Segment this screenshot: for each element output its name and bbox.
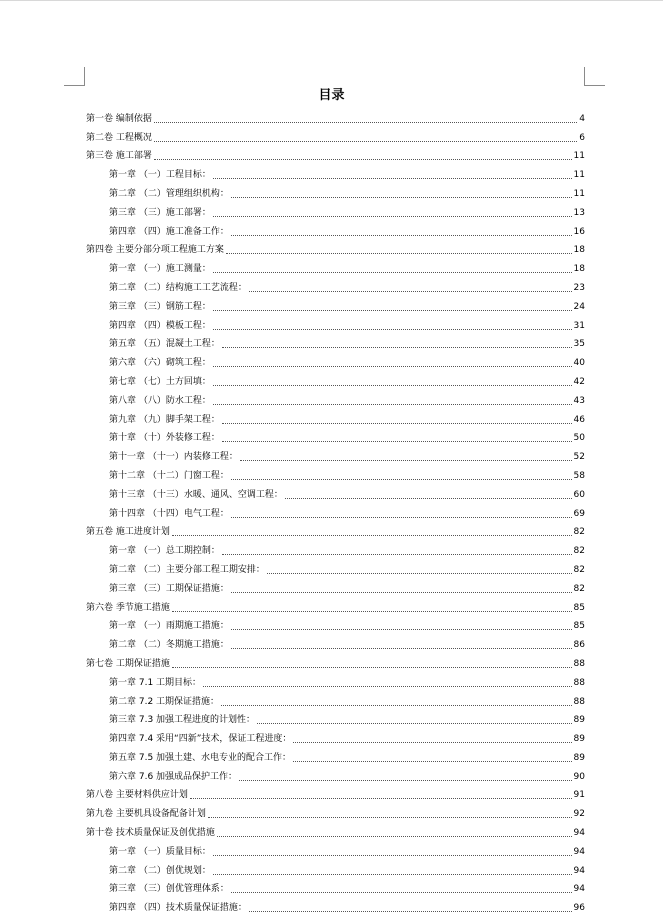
toc-dot-leader [231,196,572,198]
toc-entry[interactable] [86,745,585,764]
toc-entry[interactable] [86,219,585,238]
toc-dot-leader [293,760,572,762]
toc-entry-page-number: 92 [573,809,585,820]
toc-dot-leader [231,647,572,649]
toc-entry-page-number: 89 [573,752,585,763]
toc-entry-page-number: 94 [573,828,585,839]
toc-dot-leader [213,309,572,311]
toc-dot-leader [293,741,571,743]
toc-entry[interactable] [86,463,585,482]
toc-entry-page-number: 46 [573,414,585,425]
toc-entry[interactable] [86,313,585,332]
toc-entry-label: 第三章 （三）施工部署： [109,207,211,218]
toc-entry-page-number: 23 [573,282,585,293]
toc-entry[interactable] [86,895,585,914]
toc-entry-page-number: 85 [573,602,585,613]
toc-entry-page-number: 43 [573,395,585,406]
toc-entry[interactable] [86,877,585,896]
crop-mark-top-left [64,67,85,86]
toc-dot-leader [213,271,572,273]
toc-entry[interactable] [86,820,585,839]
toc-entry-page-number: 85 [573,621,585,632]
toc-entry-page-number: 91 [573,790,585,801]
toc-entry-label: 第十三章 （十三）水暖、通风、空调工程： [109,489,283,500]
toc-dot-leader [213,215,572,217]
toc-entry-label: 第十四章 （十四）电气工程： [109,508,229,519]
toc-dot-leader [267,572,572,574]
toc-entry-page-number: 94 [573,846,585,857]
toc-entry-page-number: 40 [573,358,585,369]
toc-dot-leader [231,478,572,480]
toc-entry[interactable] [86,538,585,557]
toc-entry-label: 第四章 7.4 采用“四新”技术，保证工程进度： [109,734,292,745]
toc-entry-label: 第十一章 （十一）内装修工程： [109,452,238,463]
toc-dot-leader [221,704,572,706]
toc-entry-page-number: 82 [573,546,585,557]
toc-entry-label: 第七章 （七）土方回填： [109,376,211,387]
toc-entry-page-number: 16 [573,226,585,237]
toc-entry-label: 第五章 7.5 加强土建、水电专业的配合工作： [109,752,292,763]
toc-entry[interactable] [86,651,585,670]
toc-dot-leader [154,121,577,123]
toc-entry[interactable] [86,275,585,294]
toc-entry-page-number: 50 [573,433,585,444]
toc-dot-leader [217,835,572,837]
toc-entry-page-number: 11 [573,170,585,181]
toc-dot-leader [213,384,572,386]
toc-entry-label: 第一章 （一）雨期施工措施： [109,621,229,632]
toc-dot-leader [154,158,572,160]
toc-entry-label: 第一章 （一）质量目标： [109,846,211,857]
toc-entry-page-number: 82 [573,564,585,575]
toc-entry-label: 第十二章 （十二）门窗工程： [109,470,229,481]
toc-dot-leader [203,685,572,687]
toc-entry-page-number: 88 [573,696,585,707]
toc-entry-label: 第一章 7.1 工期目标： [109,677,202,688]
toc-dot-leader [213,854,572,856]
toc-entry-page-number: 94 [573,884,585,895]
toc-entry-page-number: 60 [573,489,585,500]
toc-entry-label: 第一章 （一）总工期控制： [109,546,220,557]
toc-entry-page-number: 69 [573,508,585,519]
toc-entry-label: 第三章 （三）工期保证措施： [109,583,229,594]
toc-dot-leader [226,252,572,254]
toc-entry[interactable] [86,801,585,820]
toc-dot-leader [213,328,572,330]
toc-dot-leader [249,910,572,912]
toc-entry-page-number: 18 [573,245,585,256]
toc-entry-label: 第四卷 主要分部分项工程施工方案 [86,245,224,256]
toc-entry[interactable] [86,632,585,651]
toc-entry[interactable] [86,708,585,727]
toc-entry[interactable] [86,388,585,407]
toc-entry-label: 第十章 （十）外装修工程： [109,433,220,444]
toc-entry[interactable] [86,520,585,539]
toc-entry[interactable] [86,200,585,219]
toc-entry[interactable] [86,726,585,745]
toc-entry-page-number: 88 [573,677,585,688]
toc-entry-label: 第一章 （一）施工测量： [109,264,211,275]
toc-dot-leader [213,403,572,405]
toc-entry[interactable] [86,426,585,445]
toc-entry-page-number: 82 [573,527,585,538]
toc-entry-page-number: 42 [573,376,585,387]
toc-entry-page-number: 6 [579,132,585,143]
toc-entry-page-number: 86 [573,640,585,651]
toc-dot-leader [231,891,572,893]
toc-entry[interactable] [86,858,585,877]
toc-entry[interactable] [86,444,585,463]
toc-entry-label: 第二章 （二）创优规划： [109,865,211,876]
toc-entry[interactable] [86,576,585,595]
toc-entry[interactable] [86,501,585,520]
toc-entry[interactable] [86,332,585,351]
toc-entry-label: 第二卷 工程概况 [86,132,152,143]
crop-mark-top-right [584,67,605,86]
toc-entry-label: 第五卷 施工进度计划 [86,527,170,538]
toc-entry[interactable] [86,144,585,163]
toc-entry-label: 第六卷 季节施工措施 [86,602,170,613]
toc-entry-label: 第六章 7.6 加强成品保护工作： [109,771,238,782]
page-top-border [0,0,663,1]
toc-entry[interactable] [86,482,585,501]
toc-entry-page-number: 90 [573,771,585,782]
toc-dot-leader [213,177,572,179]
toc-dot-leader [190,797,572,799]
toc-entry[interactable] [86,557,585,576]
toc-entry[interactable] [86,764,585,783]
toc-entry[interactable] [86,350,585,369]
toc-entry[interactable] [86,595,585,614]
toc-dot-leader [172,610,572,612]
toc-entry-label: 第五章 （五）混凝土工程： [109,339,220,350]
toc-entry-label: 第六章 （六）砌筑工程： [109,358,211,369]
toc-entry-label: 第三卷 施工部署 [86,151,152,162]
toc-dot-leader [285,497,572,499]
toc-entry-label: 第八章 （八）防水工程： [109,395,211,406]
toc-entry-label: 第九卷 主要机具设备配备计划 [86,809,206,820]
toc-entry-label: 第三章 （三）钢筋工程： [109,301,211,312]
toc-entry-label: 第四章 （四）模板工程： [109,320,211,331]
toc-entry[interactable] [86,256,585,275]
toc-entry-page-number: 35 [573,339,585,350]
toc-entry-page-number: 11 [573,188,585,199]
toc-dot-leader [239,779,572,781]
toc-entry-label: 第二章 （二）管理组织机构： [109,188,229,199]
toc-dot-leader [231,516,572,518]
toc-entry-label: 第九章 （九）脚手架工程： [109,414,220,425]
toc-entry-page-number: 89 [573,715,585,726]
toc-entry-page-number: 11 [573,151,585,162]
toc-entry-label: 第三章 （三）创优管理体系： [109,884,229,895]
toc-entry[interactable] [86,181,585,200]
toc-dot-leader [213,365,572,367]
toc-entry[interactable] [86,106,585,125]
toc-entry-page-number: 13 [573,207,585,218]
toc-entry[interactable] [86,614,585,633]
toc-dot-leader [231,628,572,630]
toc-entry-page-number: 31 [573,320,585,331]
toc-entry-label: 第十卷 技术质量保证及创优措施 [86,828,215,839]
toc-title: 目录 [318,88,345,103]
toc-entry-page-number: 4 [579,113,585,124]
toc-dot-leader [208,816,572,818]
toc-entry-page-number: 96 [573,903,585,914]
toc-dot-leader [154,140,577,142]
toc-entry-page-number: 52 [573,452,585,463]
toc-entry[interactable] [86,783,585,802]
toc-entry[interactable] [86,839,585,858]
toc-entry-label: 第一卷 编制依据 [86,113,152,124]
toc-entry-page-number: 24 [573,301,585,312]
toc-entry[interactable] [86,162,585,181]
table-of-contents [86,106,585,914]
toc-dot-leader [213,873,572,875]
toc-entry[interactable] [86,369,585,388]
toc-entry-label: 第二章 （二）结构施工工艺流程： [109,282,247,293]
toc-entry-page-number: 94 [573,865,585,876]
toc-entry[interactable] [86,689,585,708]
toc-dot-leader [231,234,572,236]
toc-dot-leader [249,290,572,292]
toc-dot-leader [222,553,572,555]
toc-entry-label: 第七卷 工期保证措施 [86,658,170,669]
toc-entry-page-number: 58 [573,470,585,481]
toc-dot-leader [240,459,572,461]
toc-entry-page-number: 18 [573,264,585,275]
toc-entry-label: 第四章 （四）技术质量保证措施： [109,903,247,914]
toc-entry[interactable] [86,670,585,689]
toc-entry-label: 第八卷 主要材料供应计划 [86,790,188,801]
toc-entry[interactable] [86,125,585,144]
toc-dot-leader [231,591,572,593]
toc-entry[interactable] [86,407,585,426]
toc-entry-page-number: 88 [573,658,585,669]
toc-entry-label: 第四章 （四）施工准备工作： [109,226,229,237]
toc-dot-leader [222,422,572,424]
toc-dot-leader [222,440,572,442]
toc-entry[interactable] [86,294,585,313]
toc-entry-page-number: 82 [573,583,585,594]
toc-entry-page-number: 89 [573,734,585,745]
toc-dot-leader [257,722,572,724]
toc-entry-label: 第三章 7.3 加强工程进度的计划性： [109,715,256,726]
toc-entry-label: 第二章 7.2 工期保证措施： [109,696,220,707]
toc-entry-label: 第二章 （二）主要分部工程工期安排： [109,564,265,575]
toc-dot-leader [222,346,572,348]
toc-dot-leader [172,534,572,536]
toc-entry[interactable] [86,238,585,257]
toc-dot-leader [172,666,572,668]
toc-entry-label: 第一章 （一）工程目标： [109,170,211,181]
toc-entry-label: 第二章 （二）冬期施工措施： [109,640,229,651]
